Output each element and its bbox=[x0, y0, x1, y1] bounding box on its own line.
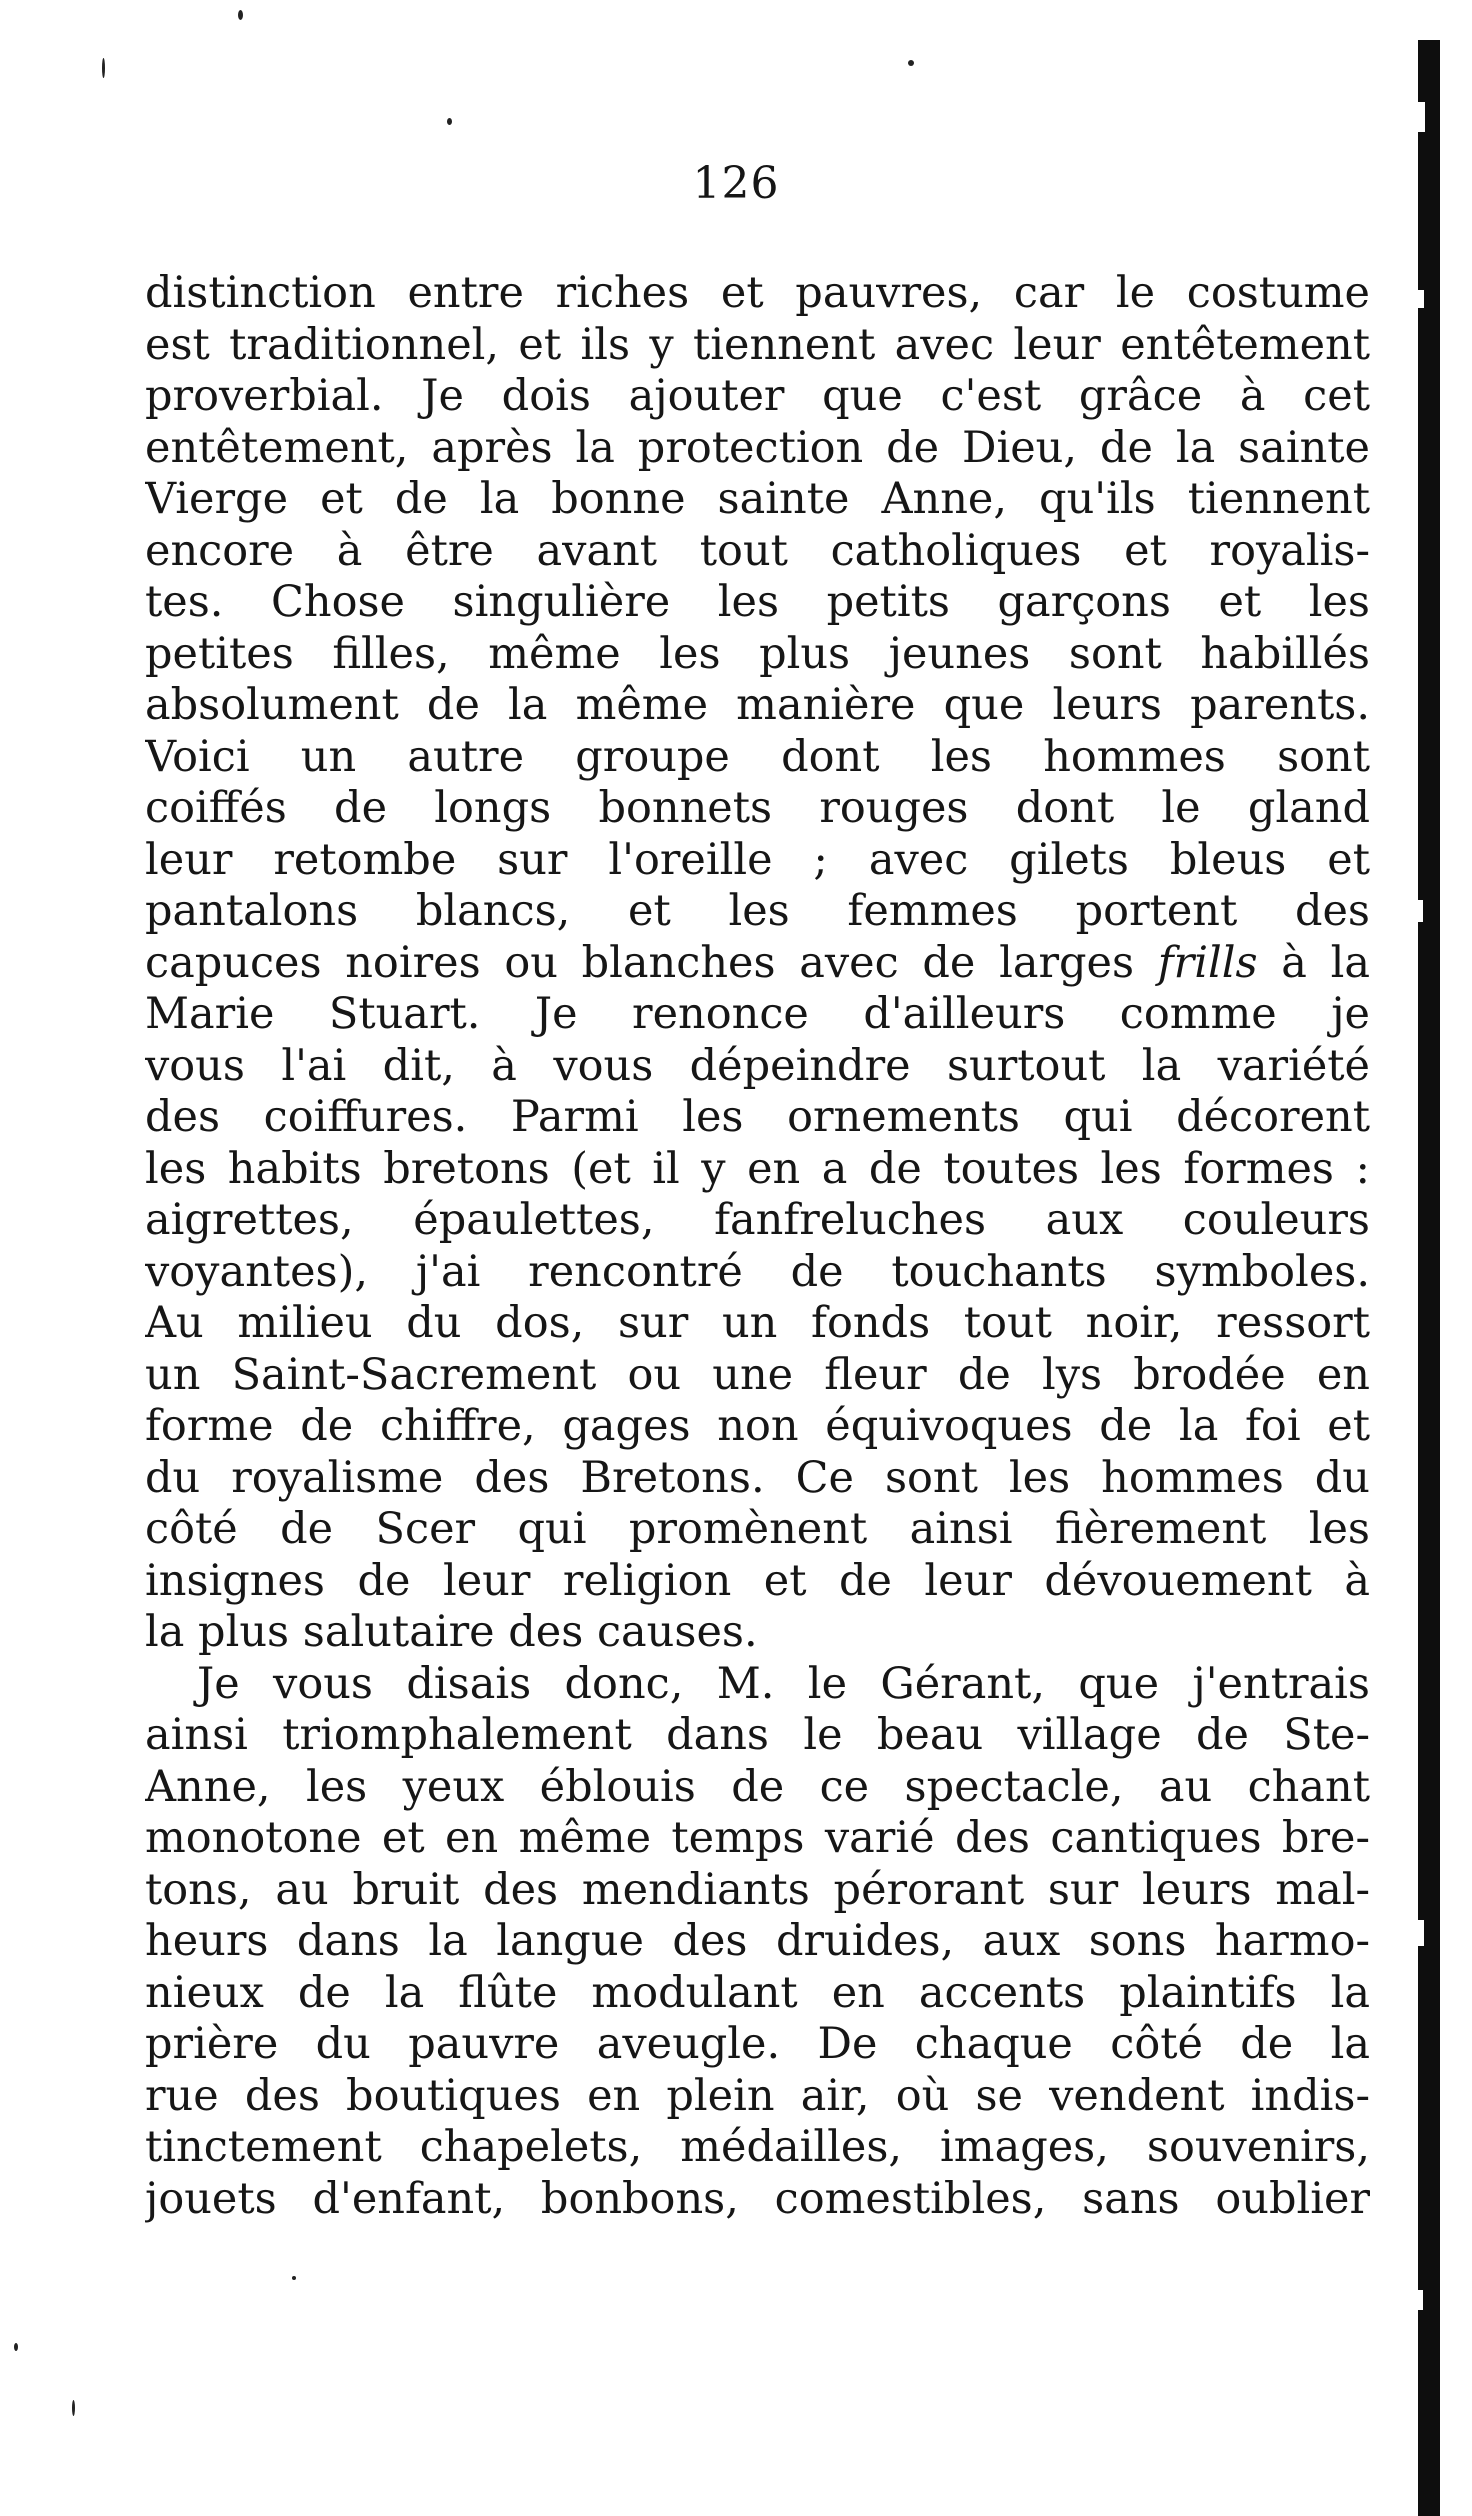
scan-edge-nick bbox=[1418, 102, 1425, 132]
text-line-with-italic bbox=[145, 938, 1370, 990]
text-line: encore à être avant tout catholiques et royalis- bbox=[145, 525, 1370, 576]
scan-speck bbox=[14, 2343, 18, 2351]
text-line: rue des boutiques en plein air, où se vendent indis- bbox=[145, 2070, 1370, 2121]
text-line: entêtement, après la protection de Dieu, de la sainte bbox=[145, 422, 1370, 473]
text-line: aigrettes, épaulettes, fanfreluches aux couleurs bbox=[145, 1195, 1370, 1245]
text-line: insignes de leur religion et de leur dévouement à bbox=[145, 1555, 1370, 1606]
text-line: côté de Scer qui promènent ainsi fièrement les bbox=[145, 1504, 1370, 1554]
scan-speck bbox=[72, 2400, 75, 2416]
text-line: vous l'ai dit, à vous dépeindre surtout la variété bbox=[145, 1040, 1370, 1091]
text-line: ainsi triomphalement dans le beau village de Ste- bbox=[145, 1710, 1370, 1760]
text-line: Je vous disais donc, M. le Gérant, que j'entrais bbox=[197, 1658, 1370, 1709]
text-line: Marie Stuart. Je renonce d'ailleurs comme je bbox=[145, 989, 1370, 1039]
text-line: prière du pauvre aveugle. De chaque côté de la bbox=[145, 2019, 1370, 2069]
paragraph-2 bbox=[145, 1659, 1370, 2226]
scan-speck bbox=[292, 2276, 296, 2280]
page-number: 126 bbox=[692, 158, 780, 209]
text-line: pantalons blancs, et les femmes portent des bbox=[145, 886, 1370, 936]
text-line: du royalisme des Bretons. Ce sont les hommes du bbox=[145, 1452, 1370, 1503]
text-line: absolument de la même manière que leurs parents. bbox=[145, 680, 1370, 730]
scan-edge-bar bbox=[1418, 40, 1440, 2516]
text-line: Voici un autre groupe dont les hommes sont bbox=[145, 731, 1370, 782]
text-line: les habits bretons (et il y en a de toutes les formes : bbox=[145, 1143, 1370, 1194]
text-line: forme de chiffre, gages non équivoques de la foi et bbox=[145, 1401, 1370, 1451]
text-line: proverbial. Je dois ajouter que c'est grâce à cet bbox=[145, 371, 1370, 421]
body-text bbox=[145, 268, 1370, 2225]
scan-speck bbox=[238, 10, 243, 20]
text-line: voyantes), j'ai rencontré de touchants symboles. bbox=[145, 1246, 1370, 1297]
scan-speck bbox=[102, 58, 105, 78]
text-line: tons, au bruit des mendiants pérorant sur leurs mal- bbox=[145, 1864, 1370, 1915]
text-line: des coiffures. Parmi les ornements qui décorent bbox=[145, 1092, 1370, 1142]
text-line: nieux de la flûte modulant en accents plaintifs la bbox=[145, 1967, 1370, 2018]
text-line: leur retombe sur l'oreille ; avec gilets bleus et bbox=[145, 834, 1370, 885]
text-line: tinctement chapelets, médailles, images, souvenirs, bbox=[145, 2122, 1370, 2172]
paragraph-1 bbox=[145, 268, 1370, 1659]
text-run: à la bbox=[1257, 937, 1370, 988]
scan-edge-nick bbox=[1418, 2290, 1423, 2310]
scan-edge-nick bbox=[1418, 900, 1423, 922]
text-line: un Saint-Sacrement ou une fleur de lys brodée en bbox=[145, 1349, 1370, 1400]
text-line: Anne, les yeux éblouis de ce spectacle, au chant bbox=[145, 1761, 1370, 1812]
text-line: heurs dans la langue des druides, aux sons harmo- bbox=[145, 1916, 1370, 1966]
text-line: monotone et en même temps varié des cantiques bre- bbox=[145, 1813, 1370, 1863]
text-run: capuces noires ou blanches avec de larges bbox=[145, 937, 1158, 988]
text-line: tes. Chose singulière les petits garçons et les bbox=[145, 577, 1370, 627]
text-line: Au milieu du dos, sur un fonds tout noir, ressort bbox=[145, 1298, 1370, 1348]
italic-word: frills bbox=[1157, 937, 1258, 988]
scan-speck bbox=[447, 118, 452, 125]
text-line: coiffés de longs bonnets rouges dont le gland bbox=[145, 783, 1370, 833]
scan-edge-nick bbox=[1418, 1920, 1424, 1946]
text-line: est traditionnel, et ils y tiennent avec leur entêtement bbox=[145, 319, 1370, 370]
text-line: petites filles, même les plus jeunes sont habillés bbox=[145, 628, 1370, 679]
scan-speck bbox=[908, 60, 914, 66]
text-line: jouets d'enfant, bonbons, comestibles, sans oublier bbox=[145, 2173, 1370, 2224]
text-line: la plus salutaire des causes. bbox=[145, 1607, 758, 1657]
text-line: Vierge et de la bonne sainte Anne, qu'ils tiennent bbox=[145, 474, 1370, 524]
scan-edge-nick bbox=[1418, 290, 1424, 308]
text-line: distinction entre riches et pauvres, car le costume bbox=[145, 268, 1370, 318]
